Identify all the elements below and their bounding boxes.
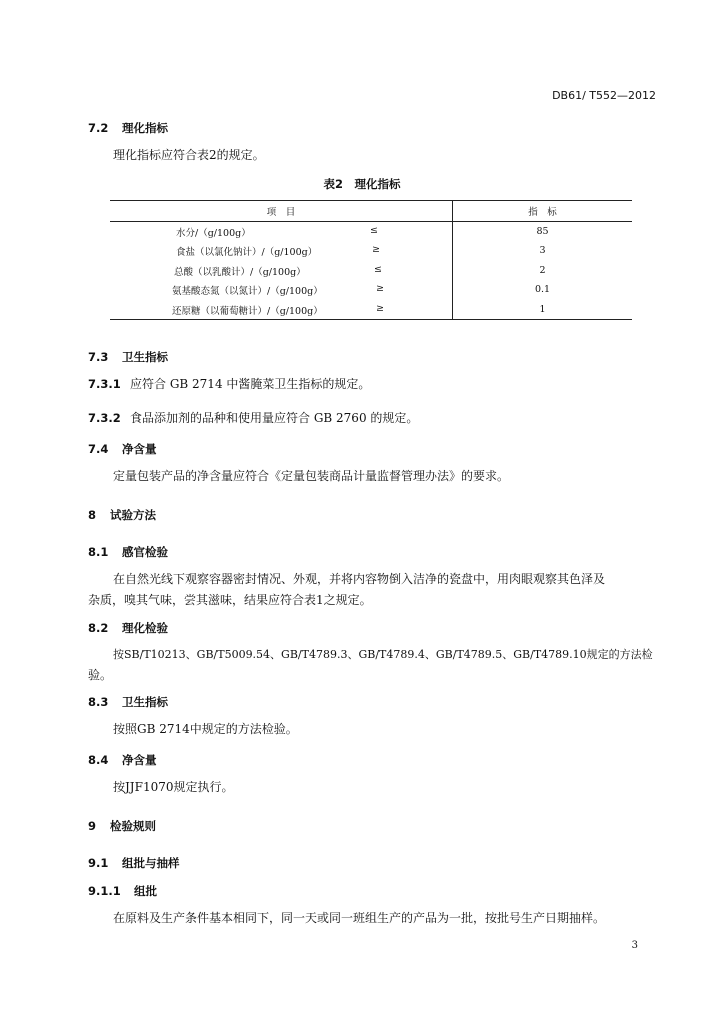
section-title: 组批与抽样 <box>122 856 180 870</box>
section-heading-7-3 <box>88 349 168 365</box>
column-header-item: 项 目 <box>110 201 453 222</box>
clause-text: 食品添加剂的品种和使用量应符合 GB 2760 的规定。 <box>130 411 419 425</box>
section-title: 理化指标 <box>122 121 169 135</box>
table-row <box>110 241 632 261</box>
spec-table <box>110 200 632 320</box>
section-heading-8-1 <box>88 544 168 560</box>
row-operator: ≥ <box>376 283 384 294</box>
section-heading-8 <box>88 507 156 523</box>
table-row <box>110 261 632 281</box>
section-title: 感官检验 <box>122 545 169 559</box>
row-value: 3 <box>539 245 546 257</box>
section-title: 组批 <box>134 884 158 898</box>
paragraph-7-4: 定量包装产品的净含量应符合《定量包装商品计量监督管理办法》的要求。 <box>113 469 510 483</box>
table-caption: 表2 理化指标 <box>323 177 401 191</box>
clause-text: 应符合 GB 2714 中酱腌菜卫生指标的规定。 <box>130 377 371 391</box>
section-title: 卫生指标 <box>122 695 169 709</box>
section-number: 7.2 <box>88 121 109 135</box>
document-code: DB61/ T552—2012 <box>552 89 656 102</box>
row-operator: ≥ <box>376 302 384 314</box>
page-number: 3 <box>631 940 638 951</box>
paragraph-8-2-line2: 验。 <box>88 668 113 682</box>
table-row <box>110 300 632 320</box>
section-heading-8-4 <box>88 752 157 768</box>
paragraph-8-1-line2: 杂质，嗅其气味，尝其滋味，结果应符合表1之规定。 <box>88 593 372 607</box>
section-heading-8-2 <box>88 620 168 636</box>
section-title: 净含量 <box>122 442 157 456</box>
section-heading-9-1 <box>88 855 180 871</box>
row-item: 还原糖（以葡萄糖计）/（g/100g） <box>172 305 323 317</box>
paragraph-8-3: 按照GB 2714中规定的方法检验。 <box>113 722 298 736</box>
section-title: 卫生指标 <box>122 350 169 364</box>
row-operator: ≥ <box>372 244 380 255</box>
section-heading-7-4 <box>88 441 157 457</box>
row-operator: ≤ <box>374 263 382 275</box>
clause-7-3-1 <box>88 373 370 395</box>
paragraph-8-1-line1: 在自然光线下观察容器密封情况、外观，并将内容物倒入洁净的瓷盘中，用肉眼观察其色泽及 <box>113 572 606 586</box>
row-item: 氨基酸态氮（以氮计）/（g/100g） <box>172 286 323 297</box>
section-heading-9-1-1 <box>88 883 157 899</box>
section-heading-9 <box>88 818 156 834</box>
column-header-value: 指 标 <box>453 201 633 222</box>
paragraph-8-2-line1: 按SB/T10213、GB/T5009.54、GB/T4789.3、GB/T4789.4、GB/T4789.5、GB/T4789.10规定的方法检 <box>113 648 653 661</box>
section-number: 8 <box>88 508 97 522</box>
section-number: 7.3 <box>88 350 109 364</box>
section-number: 9.1.1 <box>88 884 121 898</box>
section-number: 7.4 <box>88 442 109 456</box>
table-header-row <box>110 201 632 222</box>
clause-number: 7.3.2 <box>88 411 121 425</box>
paragraph-9-1-1: 在原料及生产条件基本相同下，同一天或同一班组生产的产品为一批，按批号生产日期抽样。 <box>113 911 606 925</box>
section-title: 理化检验 <box>122 621 169 635</box>
clause-number: 7.3.1 <box>88 377 121 391</box>
row-item: 食盐（以氯化钠计）/（g/100g） <box>176 247 318 258</box>
section-number: 8.2 <box>88 621 109 635</box>
clause-7-3-2 <box>88 407 418 429</box>
section-number: 8.3 <box>88 695 109 709</box>
section-title: 检验规则 <box>110 819 157 833</box>
table-row <box>110 221 632 241</box>
section-number: 8.1 <box>88 545 109 559</box>
table-row <box>110 280 632 300</box>
row-value: 1 <box>453 300 633 320</box>
row-value: 2 <box>539 264 546 276</box>
section-number: 8.4 <box>88 753 109 767</box>
section-number: 9 <box>88 819 97 833</box>
section-title: 净含量 <box>122 753 157 767</box>
row-value: 85 <box>536 225 549 237</box>
row-item: 水分/（g/100g） <box>176 227 251 239</box>
paragraph-8-4: 按JJF1070规定执行。 <box>113 780 234 794</box>
section-number: 9.1 <box>88 856 109 870</box>
section-heading-7-2 <box>88 120 168 136</box>
section-heading-8-3 <box>88 694 168 710</box>
paragraph-7-2: 理化指标应符合表2的规定。 <box>113 148 265 162</box>
row-item: 总酸（以乳酸计）/（g/100g） <box>174 266 306 278</box>
row-operator: ≤ <box>370 224 378 236</box>
row-value: 0.1 <box>534 284 551 296</box>
section-title: 试验方法 <box>110 508 157 522</box>
